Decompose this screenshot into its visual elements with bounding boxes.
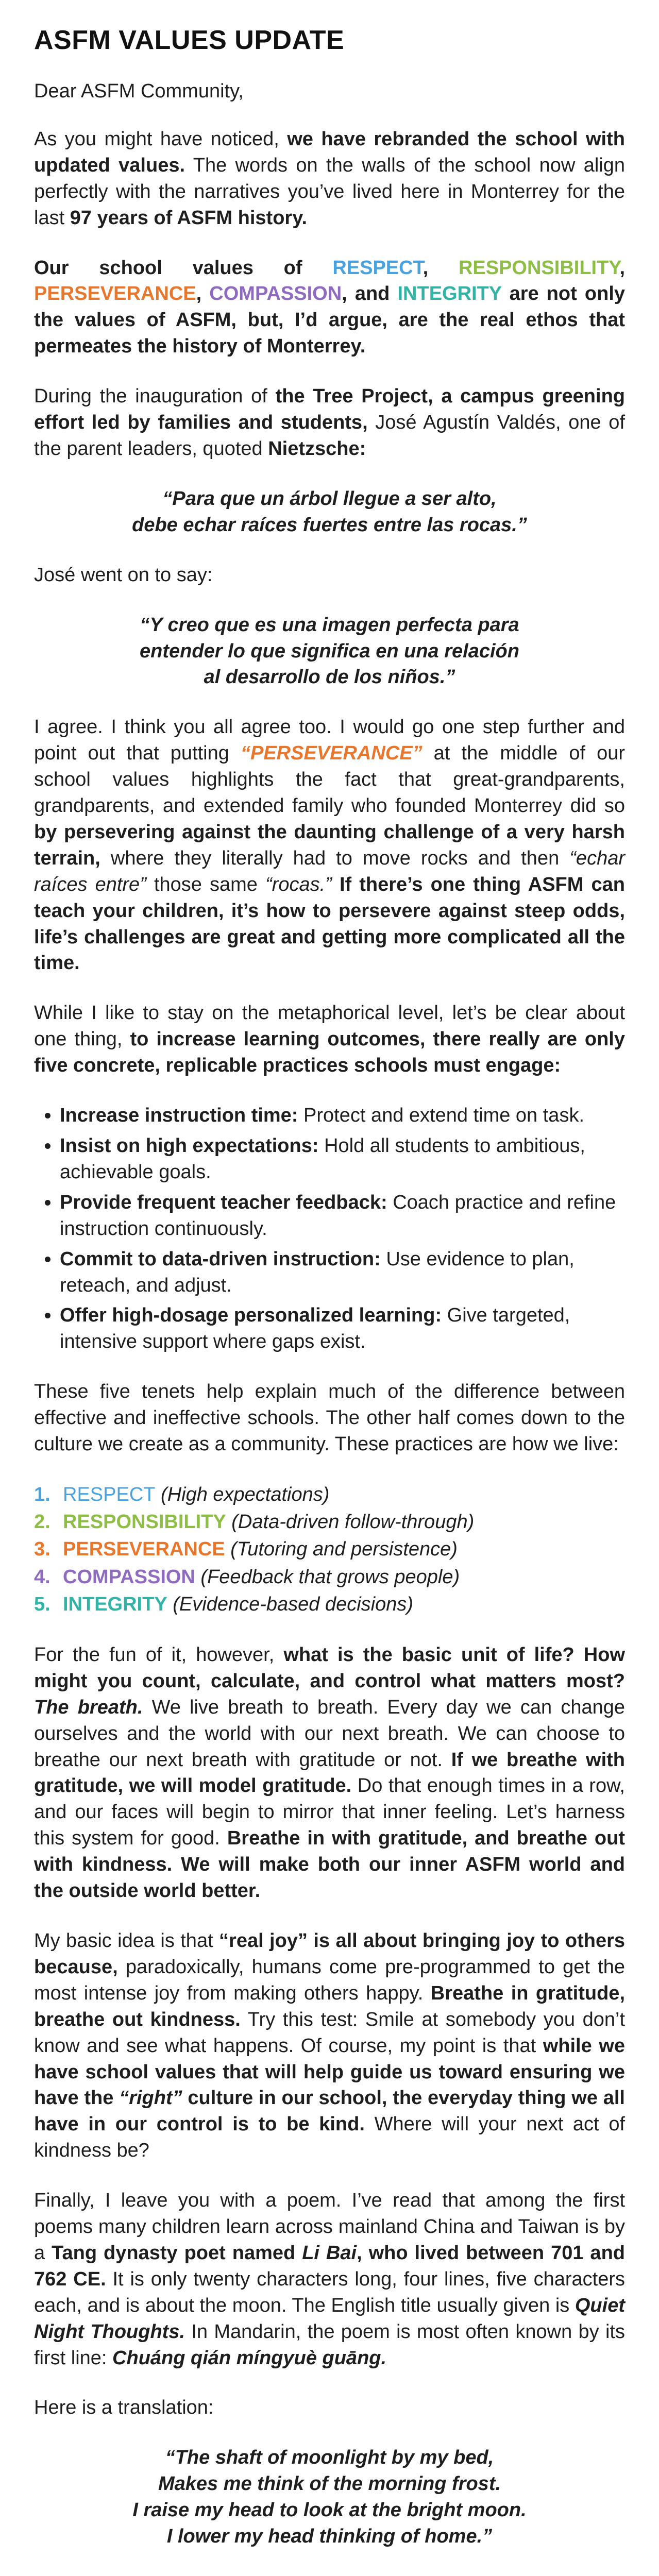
paragraph-rebrand: As you might have noticed, we have rebranded the school with updated values. The words on the walls of the school now align perfectly with the narratives you’ve lived here in Monterrey for the last 97 years of ASFM history. (34, 128, 625, 229)
paragraph-jose: José went on to say: (34, 564, 213, 586)
list-item: 5. INTEGRITY (Evidence-based decisions) (34, 1593, 414, 1615)
list-item: 4. COMPASSION (Feedback that grows people) (34, 1566, 460, 1588)
value-responsibility: RESPONSIBILITY (458, 257, 620, 279)
value-integrity: INTEGRITY (397, 283, 502, 305)
list-item: • Commit to data-driven instruction: Use evidence to plan, reteach, and adjust. (60, 1246, 625, 1299)
paragraph-tree-project: During the inauguration of the Tree Project, a campus greening effort led by families and students, José Agustín Valdés, one of the parent leaders, quoted Nietzsche: (34, 385, 625, 460)
value-respect: RESPECT (332, 257, 423, 279)
value-perseverance: PERSEVERANCE (34, 283, 196, 305)
quote-nietzsche: “Para que un árbol llegue a ser alto, debe echar raíces fuertes entre las rocas.” (132, 487, 527, 536)
practices-list (34, 1103, 625, 1355)
page-title: ASFM VALUES UPDATE (34, 25, 345, 55)
paragraph-breath: For the fun of it, however, what is the basic unit of life? How might you count, calculate, and control what matters most? The breath. We live breath to breath. Every day we can change ourselves and the world with our next breath. We can choose to breathe our next breath with gratitude or not. If we breathe with gratitude, we will model gratitude. Do that enough times in a row, and our faces will begin to mirror that inner feeling. Let’s harness this system for good. Breathe in with gratitude, and breathe out with kindness. We will make both our inner ASFM world and the outside world better. (34, 1643, 625, 1902)
paragraph-joy: My basic idea is that “real joy” is all about bringing joy to others because, paradoxically, humans come pre-programmed to get the most intense joy from making others happy. Breathe in gratitude, breathe out kindness. Try this test: Smile at somebody you don’t know and see what happens. Of course, my point is that while we have school values that will help guide us toward ensuring we have the “right” culture in our school, the everyday thing we all have in our control is to be kind. Where will your next act of kindness be? (34, 1929, 626, 2162)
list-item: • Offer high-dosage personalized learning: Give targeted, intensive support where gaps exist. (60, 1302, 625, 1355)
list-item: • Provide frequent teacher feedback: Coach practice and refine instruction continuously. (60, 1190, 625, 1242)
quote-jose: “Y creo que es una imagen perfecta para entender lo que significa en una relación al desarrollo de los niños.” (140, 614, 519, 688)
paragraph-culture: These five tenets help explain much of the difference between effective and ineffective schools. The other half comes down to the culture we create as a community. These practices are how we live: (34, 1381, 625, 1455)
greeting: Dear ASFM Community, (34, 80, 244, 102)
list-item: 2. RESPONSIBILITY (Data-driven follow-through) (34, 1511, 475, 1533)
list-item: • Insist on high expectations: Hold all students to ambitious, achievable goals. (60, 1133, 625, 1185)
values-list (34, 1481, 625, 1618)
paragraph-perseverance: I agree. I think you all agree too. I would go one step further and point out that putting “PERSEVERANCE” at the middle of our school values highlights the fact that great-grandparents, grandparents, and extended family who founded Monterrey did so by persevering against the daunting challenge of a very harsh terrain, where they literally had to move rocks and then “echar raíces entre” those same “rocas.” If there’s one thing ASFM can teach your children, it’s how to persevere against steep odds, life’s challenges are great and getting more complicated all the time. (34, 716, 626, 974)
paragraph-poem-intro: Finally, I leave you with a poem. I’ve read that among the first poems many children learn across mainland China and Taiwan is by a Tang dynasty poet named Li Bai, who lived between 701 and 762 CE. It is only twenty characters long, four lines, five characters each, and is about the moon. The English title usually given is Quiet Night Thoughts. In Mandarin, the poem is most often known by its first line: Chuáng qián míngyuè guāng. (34, 2190, 625, 2369)
paragraph-translation-label: Here is a translation: (34, 2397, 214, 2419)
paragraph-practices-intro: While I like to stay on the metaphorical level, let’s be clear about one thing, to increase learning outcomes, there really are only five concrete, replicable practices schools must engage: (34, 1002, 625, 1077)
list-item: 3. PERSEVERANCE (Tutoring and persistence) (34, 1538, 458, 1561)
poem-translation: “The shaft of moonlight by my bed, Makes me think of the morning frost. I raise my head to look at the bright moon. I lower my head thinking of home.” (132, 2447, 527, 2548)
value-compassion: COMPASSION (209, 283, 342, 305)
paragraph-poem-meaning (34, 2573, 625, 2576)
list-item: 1. RESPECT (High expectations) (34, 1483, 330, 1505)
paragraph-values: Our school values of RESPECT, RESPONSIBILITY, PERSEVERANCE, COMPASSION, and INTEGRITY are not only the values of ASFM, but, I’d argue, are the real ethos that permeates the history of Monterrey. (34, 257, 626, 358)
list-item: • Increase instruction time: Protect and extend time on task. (60, 1103, 625, 1129)
